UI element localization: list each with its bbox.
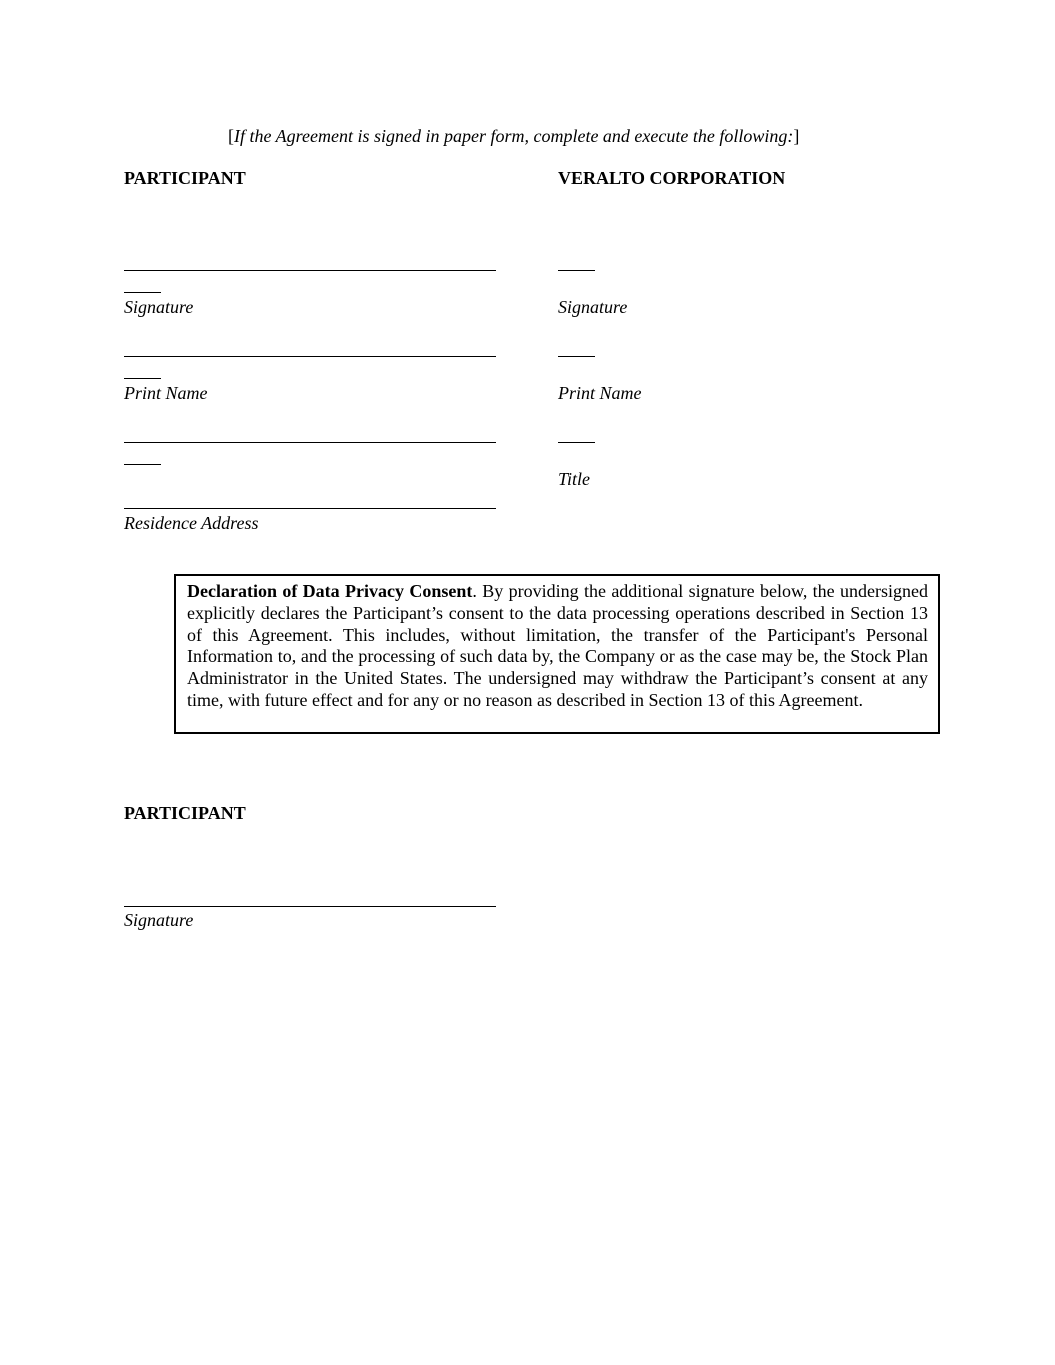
second-participant-signature-label: Signature <box>124 910 194 930</box>
bracket-close: ] <box>793 126 800 146</box>
participant-heading: PARTICIPANT <box>124 168 246 188</box>
participant-address-line-2[interactable] <box>124 508 496 509</box>
second-participant-heading: PARTICIPANT <box>124 803 246 823</box>
participant-signature-label: Signature <box>124 297 194 317</box>
company-title-label: Title <box>558 469 591 489</box>
company-signature-line[interactable] <box>558 270 595 271</box>
participant-signature-line[interactable] <box>124 270 496 271</box>
participant-address-line-1[interactable] <box>124 442 496 443</box>
participant-print-name-line-continuation <box>124 378 161 379</box>
bracket-open: [ <box>228 126 234 146</box>
participant-residence-address-label: Residence Address <box>124 513 259 533</box>
company-print-name-line[interactable] <box>558 356 595 357</box>
company-print-name-label: Print Name <box>558 383 642 403</box>
company-heading: VERALTO CORPORATION <box>558 168 786 188</box>
data-privacy-consent-box <box>174 574 940 734</box>
second-participant-signature-line[interactable] <box>124 906 496 907</box>
participant-address-line-1-continuation <box>124 464 161 465</box>
paper-form-instruction <box>228 125 799 147</box>
company-signature-label: Signature <box>558 297 628 317</box>
company-title-line[interactable] <box>558 442 595 443</box>
participant-signature-line-continuation <box>124 292 161 293</box>
consent-paragraph <box>187 581 928 712</box>
participant-print-name-label: Print Name <box>124 383 208 403</box>
consent-title: Declaration of Data Privacy Consent <box>187 581 473 601</box>
instruction-text: If the Agreement is signed in paper form, complete and execute the following: <box>234 126 794 146</box>
participant-print-name-line[interactable] <box>124 356 496 357</box>
consent-body: . By providing the additional signature below, the undersigned explicitly declares the Participant’s consent to the data processing operations described in Section 13 of this Agreement. This includes, without limitation, the transfer of the Participant's Personal Information to, and the processing of such data by, the Company or as the case may be, the Stock Plan Administrator in the United States. The undersigned may withdraw the Participant’s consent at any time, with future effect and for any or no reason as described in Section 13 of this Agreement. <box>187 581 928 710</box>
